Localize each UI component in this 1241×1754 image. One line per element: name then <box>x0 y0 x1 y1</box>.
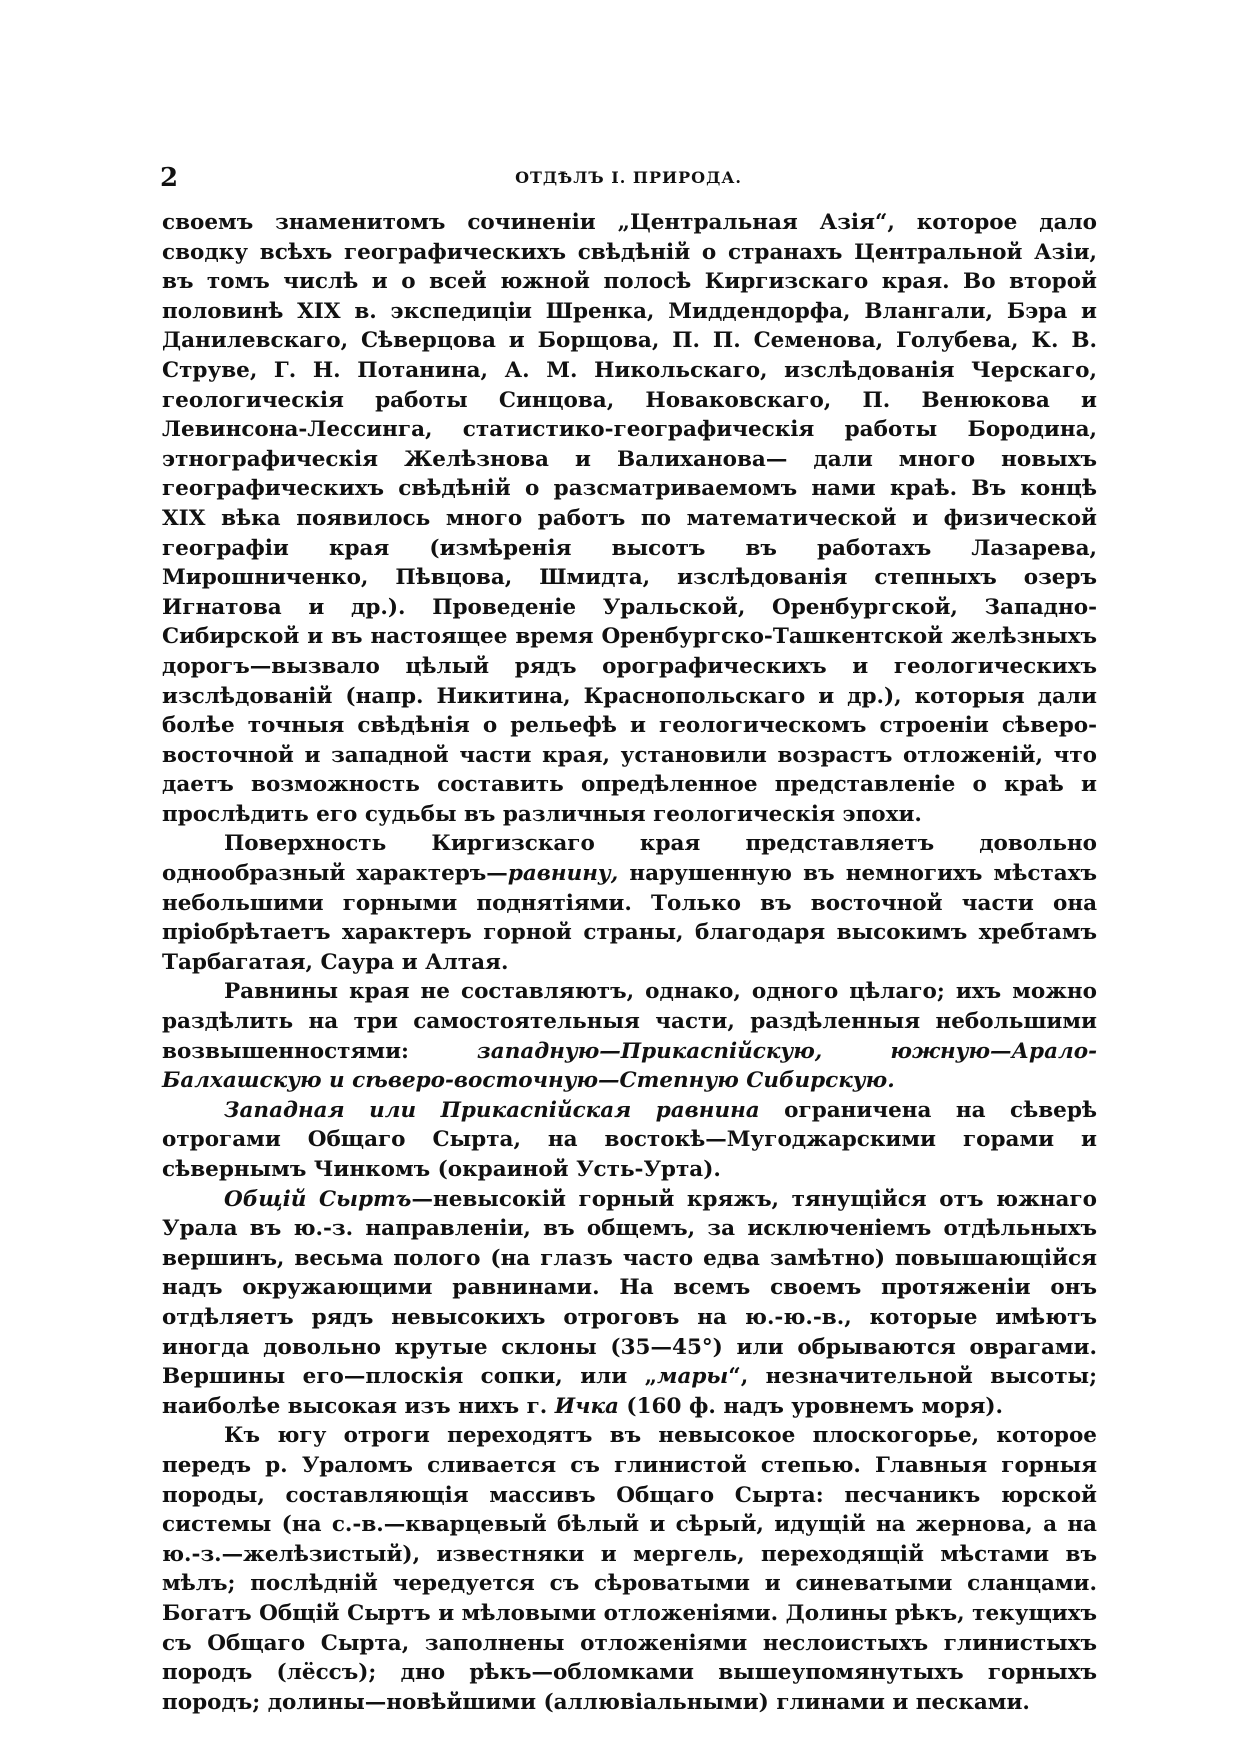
paragraph-1: своемъ знаменитомъ сочиненіи „Центральная Азія“, которое дало сводку всѣхъ географическихъ свѣдѣній о странахъ Центральной Азіи, въ томъ числѣ и о всей южной полосѣ Киргизскаго края. Во второй половинѣ XIX в. экспедиціи Шренка, Миддендорфа, Влангали, Бэра и Данилевскаго, Сѣверцова и Борщова, П. П. Семенова, Голубева, К. В. Струве, Г. Н. Потанина, А. М. Никольскаго, изслѣдованія Черскаго, геологическія работы Синцова, Новаковскаго, П. Венюкова и Левинсона-Лессинга, статистико-географическія работы Бородина, этнографическія Желѣзнова и Валиханова— дали много новыхъ географическихъ свѣдѣній о разсматриваемомъ нами краѣ. Въ концѣ XIX вѣка появилось много работъ по математической и физической географіи края (измѣренія высотъ въ работахъ Лазарева, Мирошниченко, Пѣвцова, Шмидта, изслѣдованія степныхъ озеръ Игнатова и др.). Проведеніе Уральской, Оренбургской, Западно-Сибирской и въ настоящее время Оренбургско-Ташкентской желѣзныхъ дорогъ—вызвало цѣлый рядъ орографическихъ и геологическихъ изслѣдованій (напр. Никитина, Краснопольскаго и др.), которыя дали болѣе точныя свѣдѣнія о рельефѣ и геологическомъ строеніи сѣверо-восточной и западной части края, установили возрастъ отложеній, что даетъ возможность составить опредѣленное представленіе о краѣ и прослѣдить его судьбы въ различныя геологическія эпохи. <box>162 210 1097 827</box>
paragraph-4 <box>162 1096 1097 1185</box>
paragraph-3-emphasis: западную—Прикаспійскую, южную—Арало-Балхашскую и сѣверо-восточную—Степную Сибирскую. <box>162 1038 1098 1094</box>
paragraph-3-text-a: Равнины края не составляютъ, однако, одного цѣлаго; ихъ можно раздѣлить на три самостоятельныя части, раздѣленныя небольшими возвышенностями: <box>162 979 1097 1064</box>
paragraph-5-emphasis-b: мары <box>657 1364 729 1390</box>
paragraph-5-text-c: (160 ф. надъ уровнемъ моря). <box>618 1393 1004 1419</box>
paragraph-5-text-a: —невысокій горный кряжъ, тянущійся отъ южнаго Урала въ ю.-з. направленіи, въ общемъ, за исключеніемъ отдѣльныхъ вершинъ, весьма полого (на глазъ часто едва замѣтно) повышающійся надъ окружающими равнинами. На всемъ своемъ протяженіи онъ отдѣляетъ рядъ невысокихъ отроговъ на ю.-ю.-в., которые имѣютъ иногда довольно крутые склоны (35—45°) или обрываются оврагами. Вершины его—плоскія сопки, или „ <box>162 1186 1097 1390</box>
paragraph-5-emphasis-a: Общій Сыртъ <box>224 1186 412 1212</box>
running-head: ОТДѢЛЪ I. ПРИРОДА. <box>515 168 742 187</box>
paragraph-2 <box>162 829 1097 977</box>
paragraph-2-emphasis: равнину, <box>507 861 619 887</box>
paragraph-5 <box>162 1185 1097 1422</box>
paragraph-5-text-b: “, незначительной высоты; наиболѣе высокая изъ нихъ г. <box>162 1364 1098 1419</box>
paragraph-4-emphasis: Западная или Прикаспійская равнина <box>224 1097 760 1123</box>
paragraph-2-text-a: Поверхность Киргизскаго края представляетъ довольно однообразный характеръ— <box>162 831 1097 887</box>
paragraph-5-emphasis-c: Ичка <box>554 1393 619 1419</box>
page-number: 2 <box>160 163 179 193</box>
paragraph-2-text-b: нарушенную въ немногихъ мѣстахъ небольшими горными поднятіями. Только въ восточной части она пріобрѣтаетъ характеръ горной страны, благодаря высокимъ хребтамъ Тарбагатая, Саура и Алтая. <box>162 861 1097 975</box>
body-text <box>162 208 1097 1717</box>
page-header <box>160 163 1097 193</box>
paragraph-6: Къ югу отроги переходятъ въ невысокое плоскогорье, которое передъ р. Ураломъ сливается съ глинистой степью. Главныя горныя породы, составляющія массивъ Общаго Сырта: песчаникъ юрской системы (на с.-в.—кварцевый бѣлый и сѣрый, идущій на жернова, а на ю.-з.—желѣзистый), известняки и мергель, переходящій мѣстами въ мѣлъ; послѣдній чередуется съ сѣроватыми и синеватыми сланцами. Богатъ Общій Сыртъ и мѣловыми отложеніями. Долины рѣкъ, текущихъ съ Общаго Сырта, заполнены отложеніями неслоистыхъ глинистыхъ породъ (лёссъ); дно рѣкъ—обломками вышеупомянутыхъ горныхъ породъ; долины—новѣйшими (аллювіальными) глинами и песками. <box>162 1423 1097 1715</box>
paragraph-4-text: ограничена на сѣверѣ отрогами Общаго Сырта, на востокѣ—Мугоджарскими горами и сѣвернымъ Чинкомъ (окраиной Усть-Урта). <box>162 1097 1097 1182</box>
paragraph-3 <box>162 977 1097 1095</box>
